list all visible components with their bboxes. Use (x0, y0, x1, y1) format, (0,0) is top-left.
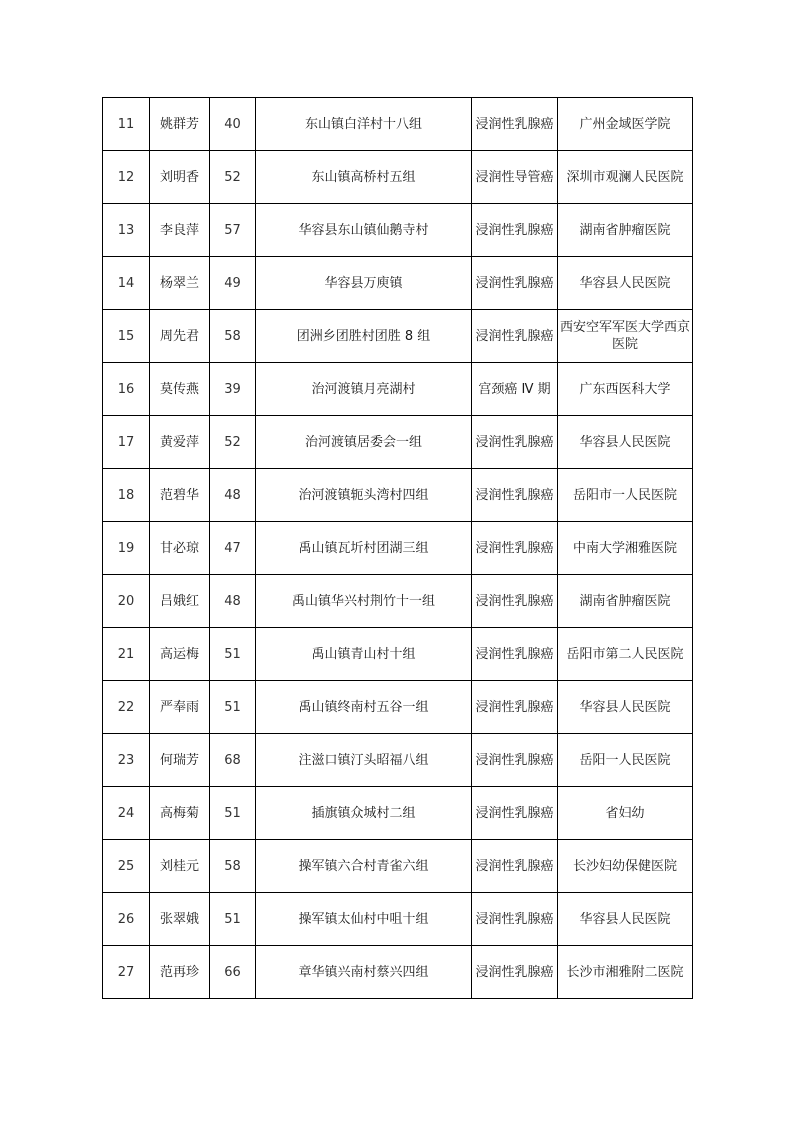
table-row (103, 734, 693, 787)
table-row (103, 310, 693, 363)
diagnosis-cell: 浸润性乳腺癌 (472, 469, 558, 522)
patient-age-cell: 51 (210, 681, 256, 734)
table-row (103, 151, 693, 204)
patient-address-cell: 华容县东山镇仙鹅寺村 (256, 204, 472, 257)
diagnosis-cell: 浸润性乳腺癌 (472, 98, 558, 151)
patient-name-cell: 范再珍 (150, 946, 210, 999)
diagnosis-cell: 浸润性乳腺癌 (472, 522, 558, 575)
patient-address-cell: 东山镇白洋村十八组 (256, 98, 472, 151)
patient-address-cell: 禹山镇青山村十组 (256, 628, 472, 681)
hospital-cell: 岳阳一人民医院 (558, 734, 693, 787)
hospital-cell: 中南大学湘雅医院 (558, 522, 693, 575)
diagnosis-cell: 浸润性乳腺癌 (472, 893, 558, 946)
patient-address-cell: 东山镇高桥村五组 (256, 151, 472, 204)
patient-name-cell: 李良萍 (150, 204, 210, 257)
patient-name-cell: 周先君 (150, 310, 210, 363)
patient-age-cell: 52 (210, 416, 256, 469)
diagnosis-cell: 浸润性导管癌 (472, 151, 558, 204)
table-row (103, 946, 693, 999)
hospital-cell: 华容县人民医院 (558, 893, 693, 946)
hospital-cell: 华容县人民医院 (558, 681, 693, 734)
patient-age-cell: 57 (210, 204, 256, 257)
patient-address-cell: 操军镇太仙村中咀十组 (256, 893, 472, 946)
patient-name-cell: 高梅菊 (150, 787, 210, 840)
patient-age-cell: 51 (210, 787, 256, 840)
patient-age-cell: 58 (210, 840, 256, 893)
patient-address-cell: 操军镇六合村青雀六组 (256, 840, 472, 893)
table-row (103, 628, 693, 681)
patient-age-cell: 66 (210, 946, 256, 999)
patient-address-cell: 治河渡镇轭头湾村四组 (256, 469, 472, 522)
patient-name-cell: 甘必琼 (150, 522, 210, 575)
row-number-cell: 24 (103, 787, 150, 840)
patient-age-cell: 48 (210, 469, 256, 522)
diagnosis-cell: 宫颈癌 Ⅳ 期 (472, 363, 558, 416)
hospital-cell: 广东西医科大学 (558, 363, 693, 416)
patient-address-cell: 注滋口镇汀头昭福八组 (256, 734, 472, 787)
table-row (103, 575, 693, 628)
patient-age-cell: 51 (210, 893, 256, 946)
patient-age-cell: 68 (210, 734, 256, 787)
hospital-cell: 湖南省肿瘤医院 (558, 575, 693, 628)
row-number-cell: 23 (103, 734, 150, 787)
row-number-cell: 12 (103, 151, 150, 204)
patient-age-cell: 40 (210, 98, 256, 151)
hospital-cell: 湖南省肿瘤医院 (558, 204, 693, 257)
hospital-cell: 省妇幼 (558, 787, 693, 840)
patient-name-cell: 何瑞芳 (150, 734, 210, 787)
row-number-cell: 20 (103, 575, 150, 628)
patient-address-cell: 团洲乡团胜村团胜 8 组 (256, 310, 472, 363)
patient-address-cell: 禹山镇瓦圻村团湖三组 (256, 522, 472, 575)
patient-name-cell: 杨翠兰 (150, 257, 210, 310)
table-row (103, 840, 693, 893)
row-number-cell: 15 (103, 310, 150, 363)
patient-address-cell: 章华镇兴南村蔡兴四组 (256, 946, 472, 999)
table-row (103, 522, 693, 575)
row-number-cell: 13 (103, 204, 150, 257)
patient-name-cell: 刘明香 (150, 151, 210, 204)
table-row (103, 681, 693, 734)
diagnosis-cell: 浸润性乳腺癌 (472, 628, 558, 681)
hospital-cell: 华容县人民医院 (558, 416, 693, 469)
patient-name-cell: 莫传燕 (150, 363, 210, 416)
row-number-cell: 27 (103, 946, 150, 999)
hospital-cell: 深圳市观澜人民医院 (558, 151, 693, 204)
patient-address-cell: 禹山镇终南村五谷一组 (256, 681, 472, 734)
patient-age-cell: 47 (210, 522, 256, 575)
diagnosis-cell: 浸润性乳腺癌 (472, 416, 558, 469)
hospital-cell: 岳阳市一人民医院 (558, 469, 693, 522)
patient-address-cell: 插旗镇众城村二组 (256, 787, 472, 840)
diagnosis-cell: 浸润性乳腺癌 (472, 204, 558, 257)
hospital-cell: 西安空军军医大学西京医院 (558, 310, 693, 363)
row-number-cell: 11 (103, 98, 150, 151)
table-row (103, 98, 693, 151)
hospital-cell: 长沙市湘雅附二医院 (558, 946, 693, 999)
diagnosis-cell: 浸润性乳腺癌 (472, 310, 558, 363)
row-number-cell: 26 (103, 893, 150, 946)
patient-age-cell: 48 (210, 575, 256, 628)
table-row (103, 416, 693, 469)
patient-name-cell: 刘桂元 (150, 840, 210, 893)
hospital-cell: 岳阳市第二人民医院 (558, 628, 693, 681)
patient-table-body (103, 98, 693, 999)
table-row (103, 787, 693, 840)
table-row (103, 257, 693, 310)
patient-name-cell: 严奉雨 (150, 681, 210, 734)
patient-table (102, 97, 693, 999)
diagnosis-cell: 浸润性乳腺癌 (472, 946, 558, 999)
diagnosis-cell: 浸润性乳腺癌 (472, 734, 558, 787)
table-row (103, 204, 693, 257)
patient-name-cell: 高运梅 (150, 628, 210, 681)
patient-name-cell: 姚群芳 (150, 98, 210, 151)
diagnosis-cell: 浸润性乳腺癌 (472, 257, 558, 310)
patient-age-cell: 39 (210, 363, 256, 416)
patient-name-cell: 黄爱萍 (150, 416, 210, 469)
row-number-cell: 17 (103, 416, 150, 469)
patient-address-cell: 治河渡镇月亮湖村 (256, 363, 472, 416)
patient-name-cell: 范碧华 (150, 469, 210, 522)
patient-age-cell: 52 (210, 151, 256, 204)
hospital-cell: 长沙妇幼保健医院 (558, 840, 693, 893)
table-row (103, 469, 693, 522)
diagnosis-cell: 浸润性乳腺癌 (472, 787, 558, 840)
patient-address-cell: 华容县万庾镇 (256, 257, 472, 310)
table-row (103, 363, 693, 416)
row-number-cell: 14 (103, 257, 150, 310)
diagnosis-cell: 浸润性乳腺癌 (472, 575, 558, 628)
patient-age-cell: 58 (210, 310, 256, 363)
row-number-cell: 22 (103, 681, 150, 734)
patient-name-cell: 吕娥红 (150, 575, 210, 628)
diagnosis-cell: 浸润性乳腺癌 (472, 681, 558, 734)
row-number-cell: 19 (103, 522, 150, 575)
row-number-cell: 18 (103, 469, 150, 522)
patient-age-cell: 49 (210, 257, 256, 310)
row-number-cell: 16 (103, 363, 150, 416)
table-row (103, 893, 693, 946)
row-number-cell: 25 (103, 840, 150, 893)
diagnosis-cell: 浸润性乳腺癌 (472, 840, 558, 893)
row-number-cell: 21 (103, 628, 150, 681)
patient-address-cell: 禹山镇华兴村荆竹十一组 (256, 575, 472, 628)
patient-address-cell: 治河渡镇居委会一组 (256, 416, 472, 469)
hospital-cell: 广州金域医学院 (558, 98, 693, 151)
patient-name-cell: 张翠娥 (150, 893, 210, 946)
hospital-cell: 华容县人民医院 (558, 257, 693, 310)
patient-age-cell: 51 (210, 628, 256, 681)
